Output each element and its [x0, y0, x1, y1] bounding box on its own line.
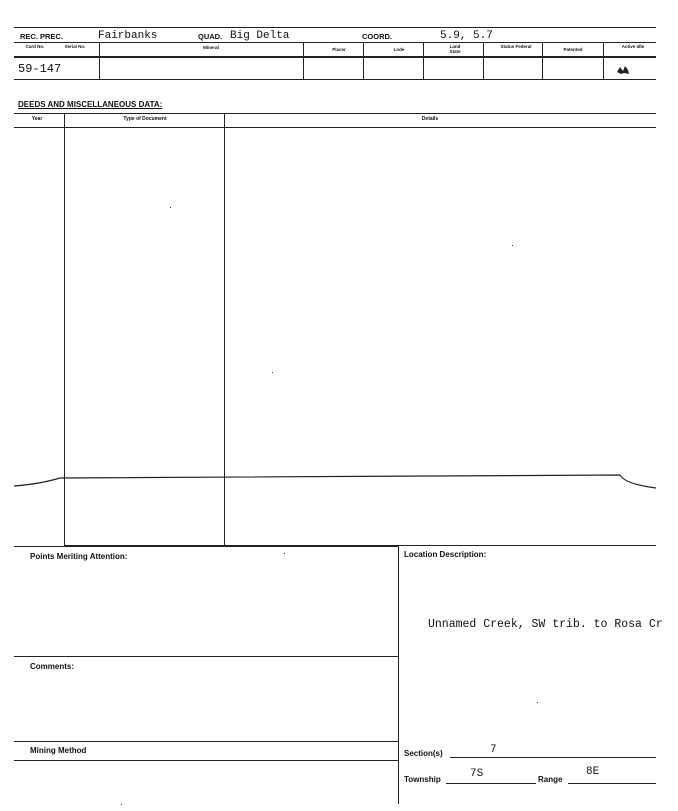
col-active-idle: Active Idle: [621, 44, 645, 49]
quad-value: Big Delta: [230, 30, 290, 42]
col-placer: Placer: [332, 47, 346, 52]
rec-prec-value: Fairbanks: [98, 30, 158, 42]
section-label: Section(s): [404, 749, 443, 758]
range-label: Range: [538, 775, 563, 784]
col-lode: Lode: [393, 47, 405, 52]
township-label: Township: [404, 775, 441, 784]
card-no-value: 59-147: [18, 62, 62, 76]
township-value: 7S: [470, 768, 484, 780]
fold-line: [0, 470, 678, 494]
deeds-col-year: Year: [31, 116, 43, 122]
mining-method-label: Mining Method: [30, 746, 87, 755]
col-patented: Patented: [563, 47, 583, 52]
rec-prec-label: REC. PREC.: [20, 32, 63, 41]
claims-table: [14, 42, 656, 80]
deeds-col-type: Type of Document: [123, 116, 167, 122]
coord-value: 5.9, 5.7: [440, 30, 493, 42]
range-value: 8E: [586, 766, 600, 778]
deeds-title: DEEDS AND MISCELLANEOUS DATA:: [18, 100, 163, 109]
col-status-federal: Status Federal: [500, 44, 532, 49]
points-meriting-attention-label: Points Meriting Attention:: [30, 552, 128, 561]
coord-label: COORD.: [362, 32, 392, 41]
col-land-state: Land State: [449, 44, 461, 54]
col-card-no: Card No.: [25, 44, 45, 49]
section-value: 7: [490, 744, 497, 756]
col-serial-no: Serial No.: [64, 44, 86, 49]
location-description-label: Location Description:: [404, 550, 487, 559]
deeds-col-details: Details: [421, 116, 439, 122]
location-description-value: Unnamed Creek, SW trib. to Rosa Cr: [428, 618, 663, 631]
quad-label: QUAD.: [198, 32, 223, 41]
comments-label: Comments:: [30, 662, 75, 671]
col-mineral: Mineral: [203, 45, 219, 50]
ink-smudge: [616, 62, 630, 72]
